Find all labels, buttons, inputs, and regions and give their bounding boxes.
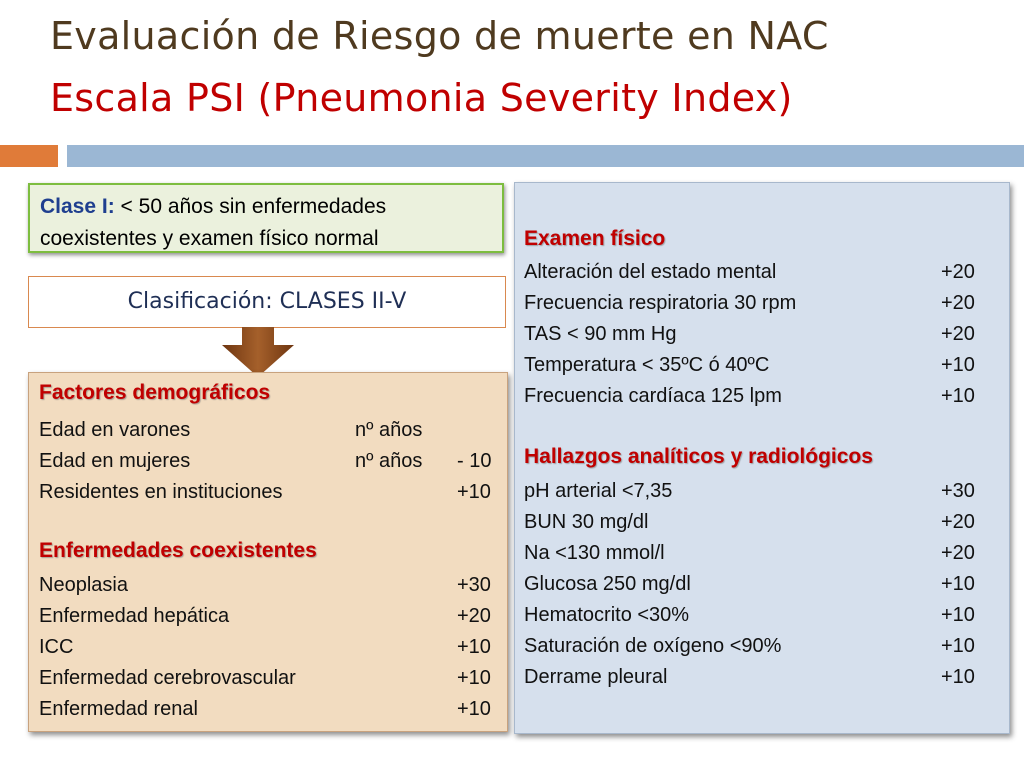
examen-row (524, 319, 994, 349)
clase-i-text-2: coexistentes y examen físico normal (40, 227, 379, 250)
right-panel (514, 182, 1010, 734)
examen-row-points: +10 (941, 385, 975, 407)
hallazgo-row-points: +20 (941, 511, 975, 533)
hallazgo-row-label: Hematocrito <30% (524, 604, 690, 626)
down-arrow-icon (222, 327, 294, 377)
clasificacion-box: Clasificación: CLASES II-V (28, 276, 506, 328)
coexistente-row (39, 632, 509, 662)
hallazgo-row (524, 569, 994, 599)
examen-row-points: +20 (941, 261, 975, 283)
examen-row-label: Frecuencia respiratoria 30 rpm (524, 292, 797, 314)
coexistente-row (39, 663, 509, 693)
hallazgo-row-points: +10 (941, 604, 975, 626)
examen-row (524, 350, 994, 380)
coexistente-row-label: Enfermedad hepática (39, 605, 230, 627)
hallazgo-row (524, 507, 994, 537)
hallazgo-row-label: pH arterial <7,35 (524, 480, 673, 502)
coexistentes-heading: Enfermedades coexistentes (39, 539, 317, 562)
hallazgo-row (524, 662, 994, 692)
hallazgo-row (524, 600, 994, 630)
coexistente-row-label: Enfermedad renal (39, 698, 198, 720)
hallazgo-row (524, 476, 994, 506)
hallazgo-row (524, 538, 994, 568)
hallazgo-row-label: Na <130 mmol/l (524, 542, 665, 564)
clase-i-box (28, 183, 504, 253)
hallazgo-row-label: BUN 30 mg/dl (524, 511, 649, 533)
coexistente-row-points: +10 (457, 698, 491, 720)
demografico-row-label: Edad en varones (39, 419, 191, 441)
hallazgo-row-points: +20 (941, 542, 975, 564)
demografico-row-label: Residentes en instituciones (39, 481, 283, 503)
slide-title: Evaluación de Riesgo de muerte en NAC (50, 14, 829, 58)
coexistente-row-points: +10 (457, 667, 491, 689)
slide-subtitle: Escala PSI (Pneumonia Severity Index) (50, 76, 793, 120)
examen-row-label: Frecuencia cardíaca 125 lpm (524, 385, 782, 407)
demografico-row (39, 415, 509, 445)
demografico-row-unit: nº años (355, 419, 423, 441)
demograficos-heading: Factores demográficos (39, 381, 271, 404)
coexistente-row (39, 694, 509, 724)
accent-bar-blue (67, 145, 1024, 167)
examen-row-label: TAS < 90 mm Hg (524, 323, 677, 345)
clase-i-key: Clase I: (40, 195, 115, 218)
coexistente-row-points: +10 (457, 636, 491, 658)
hallazgo-row-label: Saturación de oxígeno <90% (524, 635, 782, 657)
demografico-row (39, 477, 509, 507)
hallazgos-heading: Hallazgos analíticos y radiológicos (524, 445, 873, 468)
hallazgo-row-points: +30 (941, 480, 975, 502)
accent-bar-orange (0, 145, 58, 167)
examen-heading: Examen físico (524, 227, 666, 250)
hallazgo-row-points: +10 (941, 635, 975, 657)
examen-row-label: Alteración del estado mental (524, 261, 777, 283)
demografico-row-points: - 10 (457, 450, 492, 472)
hallazgo-row-points: +10 (941, 666, 975, 688)
demografico-row-label: Edad en mujeres (39, 450, 191, 472)
coexistente-row (39, 601, 509, 631)
hallazgo-row-label: Glucosa 250 mg/dl (524, 573, 691, 595)
coexistente-row-label: Neoplasia (39, 574, 128, 596)
coexistente-row-label: ICC (39, 636, 74, 658)
examen-row (524, 381, 994, 411)
examen-row (524, 288, 994, 318)
coexistente-row (39, 570, 509, 600)
examen-row-points: +10 (941, 354, 975, 376)
examen-row-points: +20 (941, 323, 975, 345)
coexistente-row-points: +20 (457, 605, 491, 627)
left-panel (28, 372, 508, 732)
clase-i-text-1: < 50 años sin enfermedades (114, 195, 387, 218)
examen-row-label: Temperatura < 35ºC ó 40ºC (524, 354, 770, 376)
coexistente-row-label: Enfermedad cerebrovascular (39, 667, 296, 689)
hallazgo-row (524, 631, 994, 661)
examen-row (524, 257, 994, 287)
demografico-row-points: +10 (457, 481, 491, 503)
demografico-row (39, 446, 509, 476)
coexistente-row-points: +30 (457, 574, 491, 596)
hallazgo-row-label: Derrame pleural (524, 666, 668, 688)
examen-row-points: +20 (941, 292, 975, 314)
hallazgo-row-points: +10 (941, 573, 975, 595)
demografico-row-unit: nº años (355, 450, 423, 472)
